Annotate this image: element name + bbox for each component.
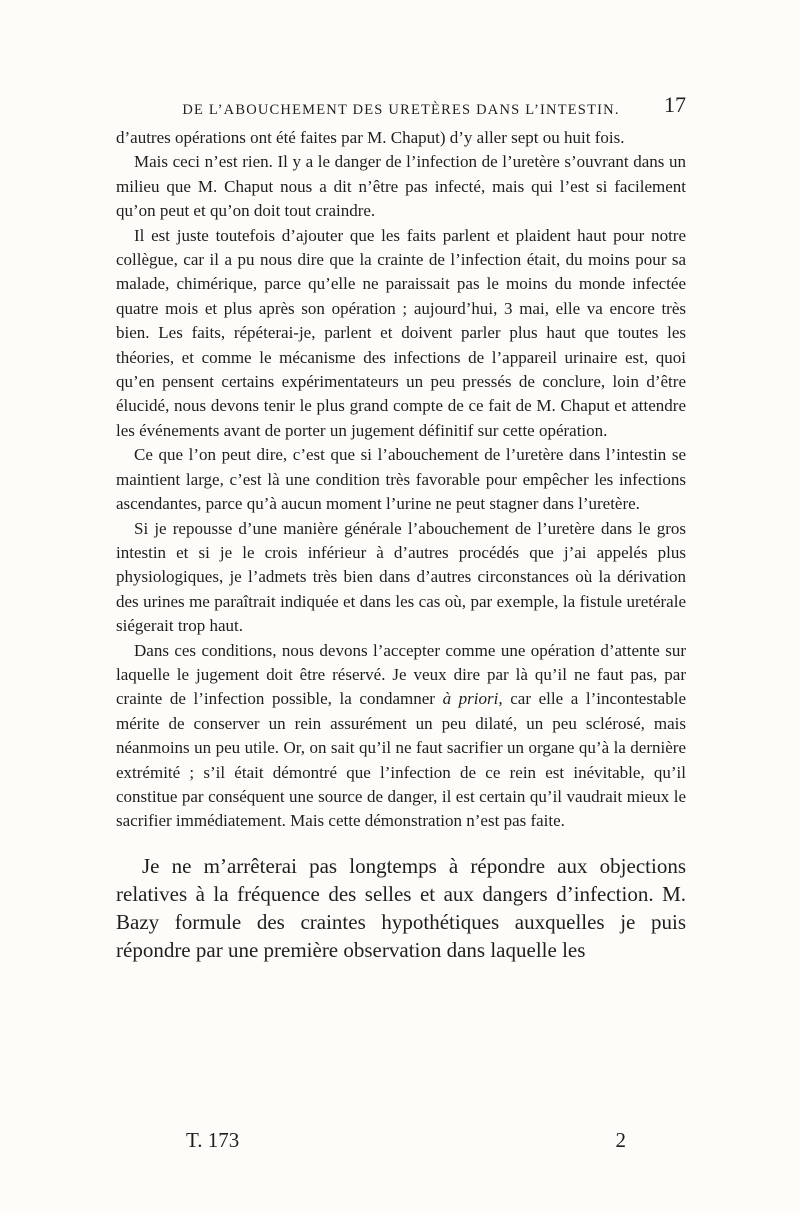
paragraph-6-end: car elle a l’incontestable mérite de conserver un rein assurément un peu dilaté, un peu sclérosé, mais néanmoins un peu utile. Or, on sait qu’il ne faut sacrifier un organe qu’à la dernière extrémité ; s’il était démontré que l’infection de ce rein est inévitable, qu’il constitue par conséquent une source de danger, il est certain qu’il vaudrait mieux le sacrifier immédiatement. Mais cette démonstration n’est pas faite. xyxy=(116,689,686,831)
signature-mark: T. 173 xyxy=(186,1128,240,1152)
paragraph-2: Mais ceci n’est rien. Il y a le danger de l’infection de l’uretère s’ouvrant dans un milieu que M. Chaput nous a dit n’être pas infecté, mais qui l’est si facilement qu’on peut et qu’on doit tout craindre. xyxy=(116,152,686,221)
paragraph-3: Il est juste toutefois d’ajouter que les faits parlent et plaident haut pour notre collègue, car il a pu nous dire que la crainte de l’infection était, du moins pour sa malade, chimérique, parce qu’elle ne paraissait pas le moins du monde infectée quatre mois et plus après son opération ; aujourd’hui, 3 mai, elle va encore très bien. Les faits, répéterai-je, parlent et doivent parler plus haut que toutes les théories, et comme le mécanisme des infections de l’appareil urinaire est, quoi qu’en pensent certains expérimentateurs un peu pressés de conclure, loin d’être élucidé, nous devons tenir le plus grand compte de ce fait de M. Chaput et attendre les événements avant de porter un jugement définitif sur cette opération. xyxy=(116,225,686,440)
paragraph-4: Ce que l’on peut dire, c’est que si l’abouchement de l’uretère dans l’intestin se maintient large, c’est là une condition très favorable pour empêcher les infections ascendantes, parce qu’à aucun moment l’urine ne peut stagner dans l’uretère. xyxy=(116,445,686,514)
paragraph-large: Je ne m’arrêterai pas longtemps à répondre aux objections relatives à la fréquence des selles et aux dangers d’infection. M. Bazy formule des craintes hypothétiques auxquelles je puis répondre par une première observation dans laquelle les xyxy=(116,853,686,962)
body-text-large xyxy=(116,852,686,964)
paragraph-5: Si je repousse d’une manière générale l’abouchement de l’uretère dans le gros intestin et si je le crois inférieur à d’autres procédés que j’ai appelés plus physiologiques, je l’admets très bien dans d’autres circonstances où la dérivation des urines me paraîtrait indiquée et dans les cas où, par exemple, la fistule uretérale siégerait trop haut. xyxy=(116,518,686,636)
paragraph-6 xyxy=(116,639,686,834)
paragraph-1: d’autres opérations ont été faites par M. Chaput) d’y aller sept ou huit fois. xyxy=(116,128,625,147)
page-content xyxy=(116,92,686,964)
page-number: 17 xyxy=(664,92,686,117)
sheet-number: 2 xyxy=(615,1128,626,1152)
paragraph-6-start: Dans ces conditions, nous devons l’accepter comme une opération d’attente sur laquelle le jugement doit être réservé. Je veux dire par là qu’il ne faut pas, par crainte de l’infection possible, la condamner xyxy=(116,640,686,709)
running-head xyxy=(116,92,686,126)
running-head-title: DE L’ABOUCHEMENT DES URETÈRES DANS L’INTESTIN. xyxy=(182,102,620,118)
italic-a-priori: à priori, xyxy=(442,689,503,709)
body-text-small xyxy=(116,126,686,834)
